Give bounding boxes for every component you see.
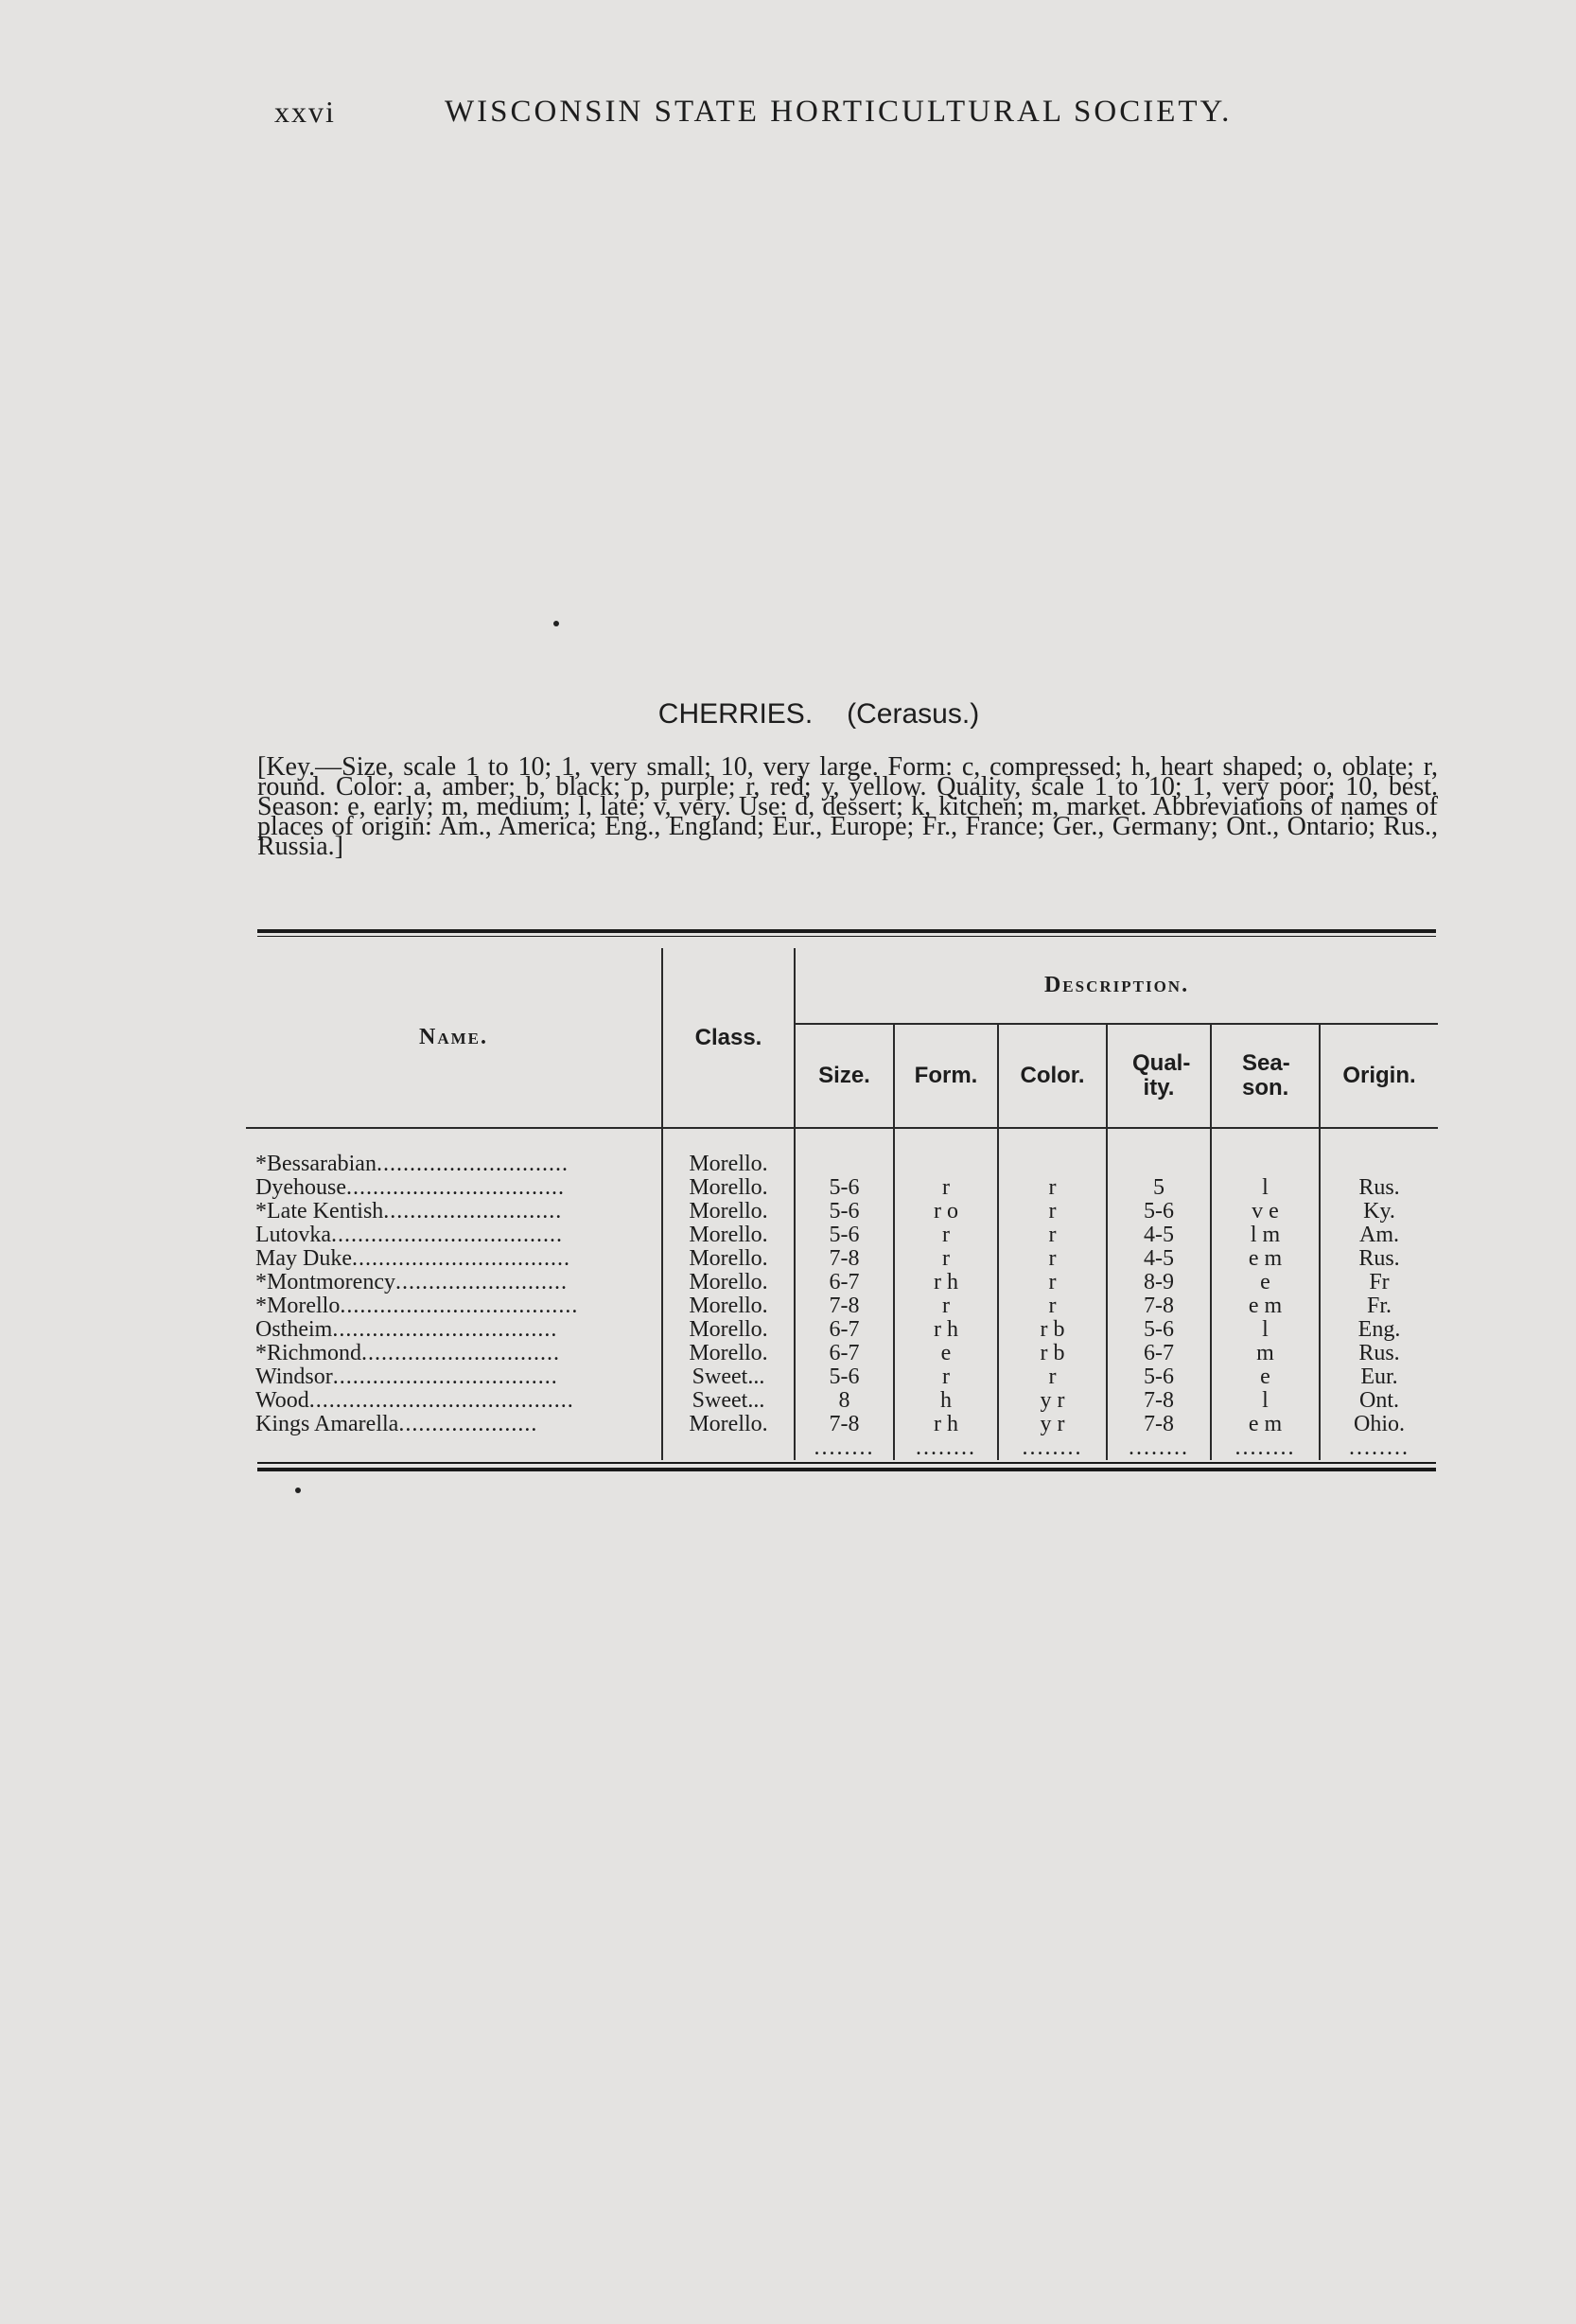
row-season: e m [1211,1294,1320,1318]
row-quality: 5-6 [1107,1365,1211,1389]
col-header-name: Name. [246,948,662,1128]
row-color: r [998,1271,1107,1294]
row-name: Windsor.................................. [255,1365,558,1389]
row-size: 7-8 [795,1413,894,1436]
row-season: l [1211,1176,1320,1200]
row-origin: Eur. [1320,1365,1438,1389]
row-name: Kings Amarella..................... [255,1413,538,1436]
row-class: Sweet... [662,1365,795,1389]
row-form: r [894,1294,998,1318]
row-color: r b [998,1318,1107,1342]
table-row [246,1413,1438,1436]
running-header-title: WISCONSIN STATE HORTICULTURAL SOCIETY. [445,95,1233,129]
table-row [246,1318,1438,1342]
section-title [0,698,1576,731]
table-row [246,1365,1438,1389]
row-season: e m [1211,1413,1320,1436]
row-name: Dyehouse................................. [255,1176,565,1200]
table-row [246,1247,1438,1271]
row-form: h [894,1389,998,1413]
row-name: *Late Kentish........................... [255,1200,563,1224]
row-size: 5-6 [795,1365,894,1389]
row-form: r [894,1224,998,1247]
row-origin: Fr [1320,1271,1438,1294]
row-class: Sweet... [662,1389,795,1413]
row-season: l [1211,1389,1320,1413]
row-color: r [998,1294,1107,1318]
row-color [998,1153,1107,1176]
dotted-filler: ........ [998,1436,1107,1460]
col-header-color: Color. [998,1024,1107,1128]
dotted-filler: ........ [1320,1436,1438,1460]
row-color: r [998,1365,1107,1389]
row-quality: 7-8 [1107,1389,1211,1413]
table-row [246,1176,1438,1200]
row-color: r [998,1176,1107,1200]
row-size: 5-6 [795,1224,894,1247]
row-color: r [998,1224,1107,1247]
row-size: 7-8 [795,1294,894,1318]
row-class: Morello. [662,1247,795,1271]
row-origin: Rus. [1320,1176,1438,1200]
table-row-dotted [246,1436,1438,1460]
row-form: r [894,1176,998,1200]
table-bottom-rule-thin [257,1462,1436,1464]
dotted-filler: ........ [1211,1436,1320,1460]
key-paragraph: [Key.—Size, scale 1 to 10; 1, very small; 10, very large. Form: c, compressed; h, heart shaped; o, oblate; r, round. Color: a, amber; b, black; p, purple; r, red; y, yellow. Quality, scale 1 to 10; 1, very poor; 10, best. Season: e, early; m, medium; l, late; v, very. Use: d, dessert; k, kitchen; m, market. Abbreviations of names of places of origin: Am., America; Eng., England; Eur., Europe; Fr., France; Ger., Germany; Ont., Ontario; Rus., Russia.] [257,752,1438,861]
row-origin: Ohio. [1320,1413,1438,1436]
row-color: r [998,1247,1107,1271]
row-quality: 8-9 [1107,1271,1211,1294]
row-size: 6-7 [795,1318,894,1342]
row-quality: 4-5 [1107,1224,1211,1247]
row-name: Ostheim.................................. [255,1318,558,1342]
row-origin: Eng. [1320,1318,1438,1342]
row-form: r [894,1247,998,1271]
row-name: *Morello.................................... [255,1294,579,1318]
row-season: l [1211,1318,1320,1342]
row-name: *Richmond.............................. [255,1342,560,1365]
row-class: Morello. [662,1224,795,1247]
table-top-rule-thick [257,929,1436,933]
row-class: Morello. [662,1271,795,1294]
row-season: e m [1211,1247,1320,1271]
row-quality: 5-6 [1107,1200,1211,1224]
row-quality: 7-8 [1107,1294,1211,1318]
col-header-class: Class. [662,948,795,1128]
row-form: r o [894,1200,998,1224]
table-row [246,1389,1438,1413]
row-origin: Ky. [1320,1200,1438,1224]
row-name: Wood........................................ [255,1389,574,1413]
col-header-size: Size. [795,1024,894,1128]
col-header-description: Description. [795,948,1438,1024]
row-size: 8 [795,1389,894,1413]
row-name: May Duke................................. [255,1247,570,1271]
dotted-filler: ........ [1107,1436,1211,1460]
table-top-rule-thin [257,936,1436,937]
row-size: 6-7 [795,1342,894,1365]
row-origin [1320,1153,1438,1176]
row-size: 7-8 [795,1247,894,1271]
row-class: Morello. [662,1153,795,1176]
row-quality: 6-7 [1107,1342,1211,1365]
row-form: r h [894,1271,998,1294]
row-class: Morello. [662,1294,795,1318]
table-bottom-rule-thick [257,1468,1436,1471]
row-class: Morello. [662,1342,795,1365]
table-row [246,1200,1438,1224]
row-size: 6-7 [795,1271,894,1294]
col-header-quality: Qual- ity. [1107,1024,1211,1128]
row-quality: 4-5 [1107,1247,1211,1271]
row-size [795,1153,894,1176]
row-origin: Rus. [1320,1342,1438,1365]
col-header-season: Sea- son. [1211,1024,1320,1128]
row-size: 5-6 [795,1176,894,1200]
row-name: Lutovka................................... [255,1224,563,1247]
row-season: l m [1211,1224,1320,1247]
row-season: e [1211,1271,1320,1294]
row-quality [1107,1153,1211,1176]
table-row [246,1271,1438,1294]
row-form: r [894,1365,998,1389]
row-class: Morello. [662,1176,795,1200]
row-color: r [998,1200,1107,1224]
table-row [246,1342,1438,1365]
section-title-latin: (Cerasus.) [847,698,980,730]
row-name: *Montmorency.......................... [255,1271,568,1294]
row-form: r h [894,1318,998,1342]
cherries-table [246,948,1438,1460]
row-size: 5-6 [795,1200,894,1224]
row-season: m [1211,1342,1320,1365]
row-quality: 5-6 [1107,1318,1211,1342]
print-speck [553,621,559,626]
row-season: v e [1211,1200,1320,1224]
row-quality: 7-8 [1107,1413,1211,1436]
row-season [1211,1153,1320,1176]
row-class: Morello. [662,1200,795,1224]
row-color: y r [998,1389,1107,1413]
page-number: xxvi [274,95,336,129]
row-origin: Rus. [1320,1247,1438,1271]
table-row [246,1224,1438,1247]
row-color: y r [998,1413,1107,1436]
row-name: *Bessarabian............................. [255,1153,569,1176]
row-color: r b [998,1342,1107,1365]
print-speck [295,1488,301,1493]
row-form: e [894,1342,998,1365]
row-class: Morello. [662,1413,795,1436]
row-form: r h [894,1413,998,1436]
row-season: e [1211,1365,1320,1389]
table-row [246,1294,1438,1318]
col-header-form: Form. [894,1024,998,1128]
row-quality: 5 [1107,1176,1211,1200]
col-header-origin: Origin. [1320,1024,1438,1128]
row-origin: Am. [1320,1224,1438,1247]
section-title-main: CHERRIES. [657,698,814,730]
dotted-filler: ........ [894,1436,998,1460]
row-origin: Ont. [1320,1389,1438,1413]
table-row [246,1153,1438,1176]
row-origin: Fr. [1320,1294,1438,1318]
dotted-filler: ........ [795,1436,894,1460]
row-class: Morello. [662,1318,795,1342]
row-form [894,1153,998,1176]
